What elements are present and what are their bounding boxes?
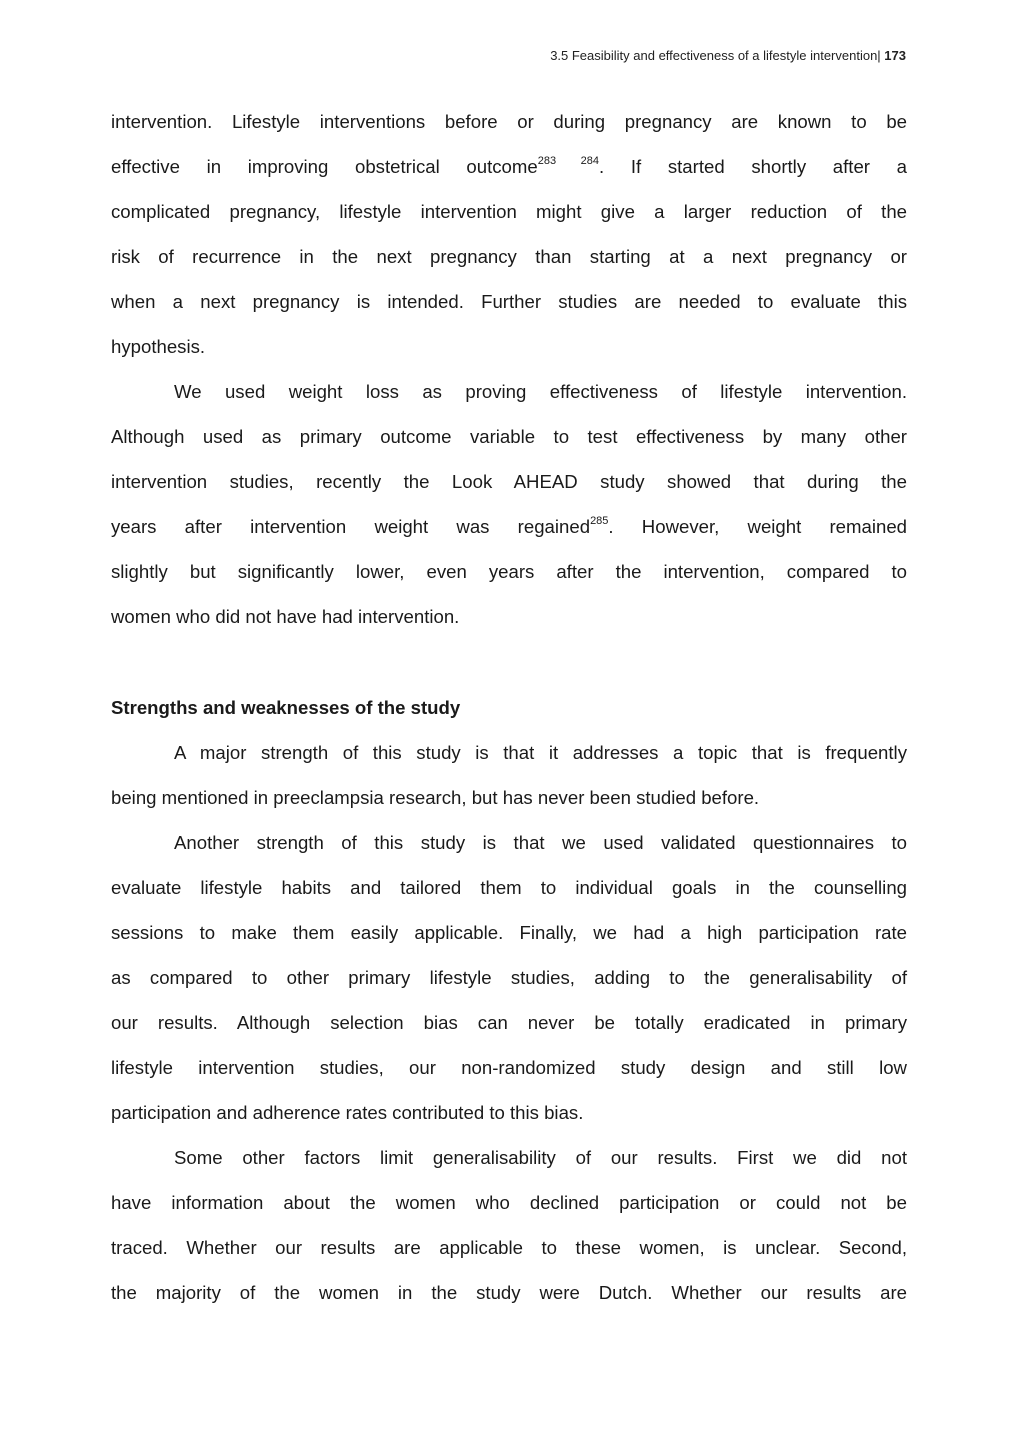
text-segment: intervention. Lifestyle interventions before or during pregnancy are known to be [111, 111, 907, 132]
text-line [111, 372, 907, 417]
text-line [111, 868, 907, 913]
text-segment: lifestyle intervention studies, our non-randomized study design and still low [111, 1057, 907, 1078]
text-segment: We used weight loss as proving effectiveness of lifestyle intervention. [174, 381, 907, 402]
text-segment: sessions to make them easily applicable. Finally, we had a high participation rate [111, 922, 907, 943]
running-header [550, 48, 906, 63]
section-gap [111, 642, 907, 688]
text-segment: A major strength of this study is that it addresses a topic that is frequently [174, 742, 907, 763]
text-line [111, 1273, 907, 1318]
text-line [111, 417, 907, 462]
paragraphs-after [111, 733, 907, 1318]
text-segment: Another strength of this study is that we used validated questionnaires to [174, 832, 907, 853]
text-segment: years after intervention weight was regained [111, 516, 591, 537]
text-segment: slightly but significantly lower, even years after the intervention, compared to [111, 561, 907, 582]
text-segment: women who did not have had intervention. [111, 606, 460, 627]
text-line [111, 1138, 907, 1183]
citation-superscript: 285 [590, 515, 609, 527]
text-segment: . However, weight remained [608, 516, 907, 537]
text-line [111, 507, 907, 552]
paragraph [111, 372, 907, 642]
text-line [111, 778, 907, 823]
body-text [111, 102, 907, 1318]
text-segment: Although used as primary outcome variable to test effectiveness by many other [111, 426, 907, 447]
text-line [111, 102, 907, 147]
text-segment: have information about the women who declined participation or could not be [111, 1192, 907, 1213]
text-segment: the majority of the women in the study were Dutch. Whether our results are [111, 1282, 907, 1303]
text-line [111, 147, 907, 192]
text-segment: as compared to other primary lifestyle studies, adding to the generalisability of [111, 967, 907, 988]
paragraph [111, 733, 907, 823]
text-line [111, 1183, 907, 1228]
paragraph [111, 823, 907, 1138]
text-line [111, 1048, 907, 1093]
text-segment: risk of recurrence in the next pregnancy than starting at a next pregnancy or [111, 246, 907, 267]
text-segment: our results. Although selection bias can never be totally eradicated in primary [111, 1012, 907, 1033]
text-line [111, 1003, 907, 1048]
text-segment: . If started shortly after a [599, 156, 907, 177]
citation-superscript: 283 284 [537, 155, 599, 167]
text-segment: Some other factors limit generalisability of our results. First we did not [174, 1147, 907, 1168]
header-separator: | [877, 48, 885, 63]
text-segment: hypothesis. [111, 336, 206, 357]
text-segment: participation and adherence rates contributed to this bias. [111, 1102, 584, 1123]
text-line [111, 462, 907, 507]
text-segment: when a next pregnancy is intended. Further studies are needed to evaluate this [111, 291, 907, 312]
paragraphs-before [111, 102, 907, 642]
section-heading: Strengths and weaknesses of the study [111, 697, 461, 718]
text-line [111, 958, 907, 1003]
text-line [111, 552, 907, 597]
text-line [111, 1228, 907, 1273]
text-segment: being mentioned in preeclampsia research, but has never been studied before. [111, 787, 760, 808]
text-line [111, 282, 907, 327]
text-segment: effective in improving obstetrical outcome [111, 156, 538, 177]
text-segment: intervention studies, recently the Look AHEAD study showed that during the [111, 471, 907, 492]
text-line [111, 1093, 907, 1138]
text-line [111, 597, 907, 642]
text-segment: traced. Whether our results are applicable to these women, is unclear. Second, [111, 1237, 907, 1258]
text-line [111, 913, 907, 958]
text-line [111, 237, 907, 282]
running-title: 3.5 Feasibility and effectiveness of a lifestyle intervention [550, 48, 878, 63]
text-line [111, 823, 907, 868]
text-segment: evaluate lifestyle habits and tailored them to individual goals in the counselling [111, 877, 907, 898]
paragraph [111, 1138, 907, 1318]
text-line [111, 327, 907, 372]
paragraph [111, 102, 907, 372]
text-segment: complicated pregnancy, lifestyle intervention might give a larger reduction of the [111, 201, 907, 222]
text-line [111, 192, 907, 237]
text-line [111, 733, 907, 778]
page-number: 173 [884, 48, 906, 63]
